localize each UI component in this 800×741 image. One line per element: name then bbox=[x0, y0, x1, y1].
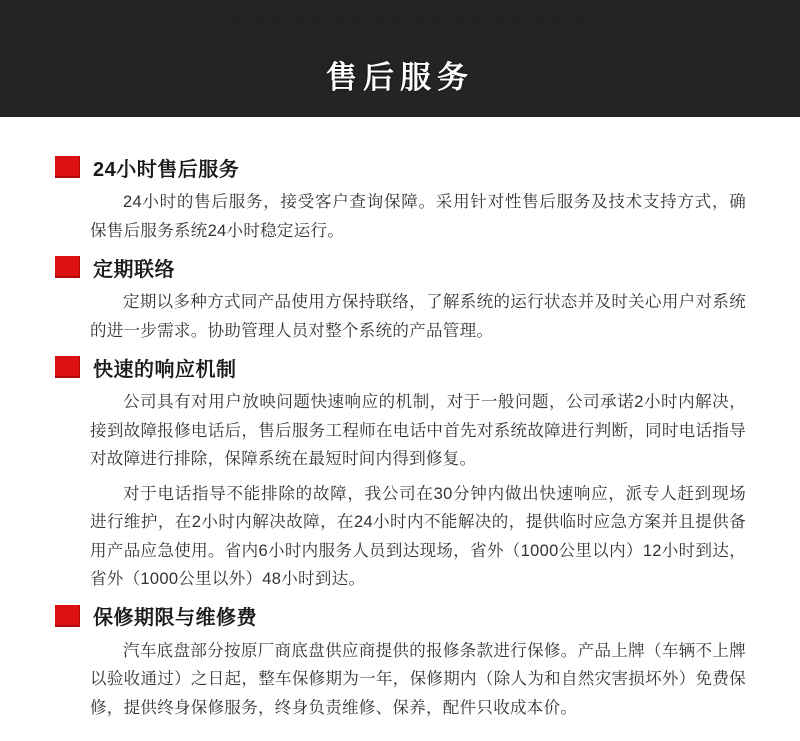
section-paragraphs bbox=[90, 288, 746, 345]
page-title: 售后服务 bbox=[326, 60, 474, 95]
service-sections bbox=[0, 117, 800, 722]
red-square-bullet-icon bbox=[55, 156, 80, 178]
section-header bbox=[55, 354, 745, 380]
section-title: 保修期限与维修费 bbox=[93, 607, 257, 629]
red-square-bullet-icon bbox=[55, 605, 80, 627]
section-title: 快速的响应机制 bbox=[93, 358, 237, 381]
section-paragraphs bbox=[90, 188, 746, 245]
paragraph: 对于电话指导不能排除的故障，我公司在30分钟内做出快速响应，派专人赶到现场进行维护，在2小时内解决故障，在24小时内不能解决的，提供临时应急方案并且提供备用产品应急使用。省内6小时内服务人员到达现场，省外（1000公里以内）12小时到达，省外（1000公里以外）48小时到达。 bbox=[90, 484, 746, 588]
section-header bbox=[55, 154, 745, 180]
section-header bbox=[55, 254, 745, 280]
red-square-bullet-icon bbox=[55, 356, 80, 378]
red-square-bullet-icon bbox=[55, 256, 80, 278]
service-section bbox=[55, 603, 745, 723]
page-header bbox=[0, 0, 800, 117]
section-paragraphs bbox=[90, 388, 746, 594]
paragraph: 公司具有对用户放映问题快速响应的机制，对于一般问题，公司承诺2小时内解决，接到故障报修电话后，售后服务工程师在电话中首先对系统故障进行判断，同时电话指导对故障进行排除，保障系统在最短时间内得到修复。 bbox=[90, 393, 746, 468]
section-paragraphs bbox=[90, 637, 746, 723]
paragraph: 汽车底盘部分按原厂商底盘供应商提供的报修条款进行保修。产品上牌（车辆不上牌以验收通过）之日起，整车保修期为一年，保修期内（除人为和自然灾害损坏外）免费保修，提供终身保修服务，终身负责维修、保养，配件只收成本价。 bbox=[90, 641, 746, 717]
service-section bbox=[55, 254, 745, 345]
paragraph: 定期以多种方式同产品使用方保持联络，了解系统的运行状态并及时关心用户对系统的进一步需求。协助管理人员对整个系统的产品管理。 bbox=[90, 293, 746, 340]
paragraph: 24小时的售后服务，接受客户查询保障。采用针对性售后服务及技术支持方式，确保售后服务系统24小时稳定运行。 bbox=[90, 193, 746, 240]
section-title: 24小时售后服务 bbox=[93, 158, 240, 181]
service-section bbox=[55, 154, 745, 245]
section-header bbox=[55, 603, 745, 629]
section-title: 定期联络 bbox=[93, 258, 175, 281]
service-section bbox=[55, 354, 745, 594]
